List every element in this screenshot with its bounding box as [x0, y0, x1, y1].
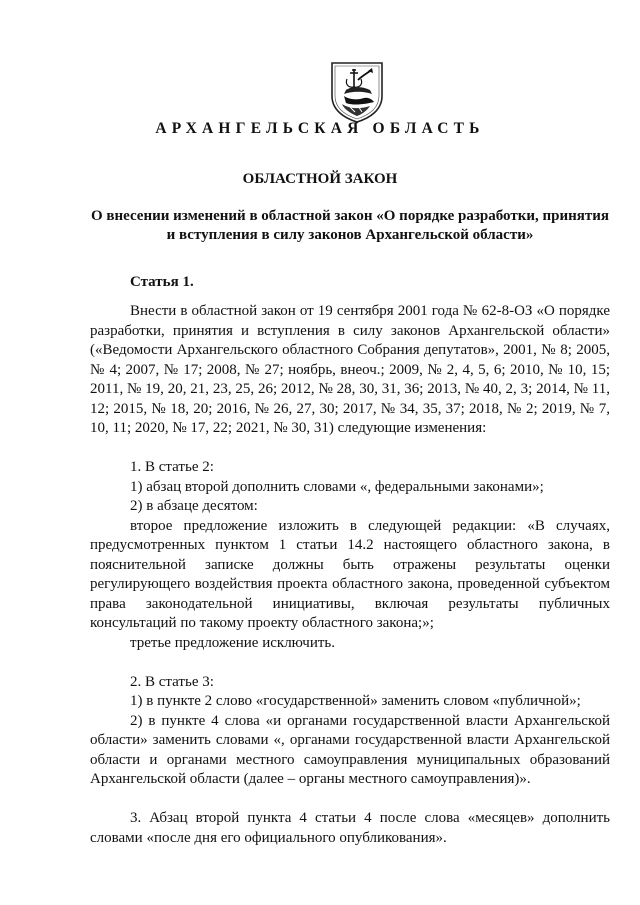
- article-heading: Статья 1.: [130, 274, 194, 290]
- region-heading: АРХАНГЕЛЬСКАЯ ОБЛАСТЬ: [155, 120, 485, 137]
- article-paragraph: 1) абзац второй дополнить словами «, федеральными законами»;: [130, 478, 544, 495]
- law-title: О внесении изменений в областной закон «О порядке разработки, принятия и вступления в силу законов Архангельской области»: [90, 208, 610, 243]
- article-paragraph: 2) в пункте 4 слова «и органами государственной власти Архангельской области» заменить словами «, органами государственной власти Архангельской области и органами местного самоуправления муниципальных образований Архангельской области (далее – органы местного самоуправления)».: [90, 712, 610, 787]
- article-paragraph: 2. В статье 3:: [130, 673, 214, 690]
- article-paragraph: 2) в абзаце десятом:: [130, 498, 258, 514]
- article-paragraph: Внести в областной закон от 19 сентября 2001 года № 62-8-ОЗ «О порядке разработки, принятия и вступления в силу законов Архангельской области» («Ведомости Архангельского областного Собрания депутатов», 2001, № 8; 2005, № 4; 2007, № 17; 2008, № 27; ноябрь, внеоч.; 2009, № 2, 4, 5, 6; 2010, № 10, 15; 2011, № 19, 20, 21, 23, 25, 26; 2012, № 28, 30, 31, 36; 2013, № 40, 2, 3; 2014, № 11, 12; 2015, № 18, 20; 2016, № 26, 27, 30; 2017, № 34, 35, 37; 2018, № 2; 2019, № 7, 10, 11; 2020, № 17, 22; 2021, № 30, 31) следующие изменения:: [90, 303, 610, 436]
- law-type-heading: ОБЛАСТНОЙ ЗАКОН: [242, 171, 398, 187]
- article-body: [90, 302, 610, 848]
- article-paragraph: 1. В статье 2:: [130, 459, 214, 475]
- article-paragraph: второе предложение изложить в следующей редакции: «В случаях, предусмотренных пунктом 1 статьи 14.2 настоящего областного закона, в пояснительной записке должны быть отражены результаты оценки регулирующего воздействия проекта областного закона, проведенной субъектом права законодательной инициативы, включая результаты публичных консультаций по такому проекту областного закона;»;: [90, 517, 610, 631]
- coat-of-arms-icon: [328, 60, 386, 124]
- article-paragraph: третье предложение исключить.: [130, 634, 336, 651]
- article-paragraph: 1) в пункте 2 слово «государственной» заменить словом «публичной»;: [130, 693, 581, 709]
- article-paragraph: 3. Абзац второй пункта 4 статьи 4 после слова «месяцев» дополнить словами «после дня его официального опубликования».: [90, 810, 610, 846]
